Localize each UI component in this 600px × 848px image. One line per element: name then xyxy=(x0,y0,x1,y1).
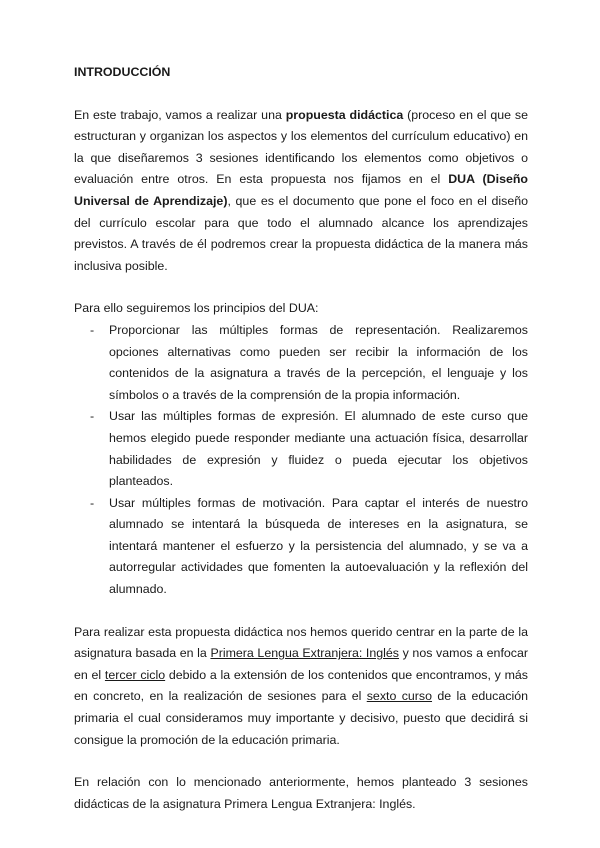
intro-text-3: , que es el documento que pone el foco en el diseño del currículo escolar para que todo el alumnado alcance los aprendizajes previstos. A través de él podremos crear la propuesta didáctica de la manera más inclusiva posible. xyxy=(74,193,528,273)
bullet-dash: - xyxy=(90,322,95,337)
focus-text-4: de la educación primaria el cual consideramos muy importante y decisivo, puesto que decidirá si consigue la promoción de la educación primaria. xyxy=(74,689,528,747)
bold-propuesta-didactica: propuesta didáctica xyxy=(285,107,404,122)
focus-paragraph xyxy=(74,622,528,752)
closing-paragraph: En relación con lo mencionado anteriormente, hemos planteado 3 sesiones didácticas de la asignatura Primera Lengua Extranjera: Inglés. xyxy=(74,775,528,811)
intro-text-2: (proceso en el que se estructuran y organizan los aspectos y los elementos del currículum educativo) en la que diseñaremos 3 sesiones identificando los elementos como objetivos o evaluación entre otros. En esta propuesta nos fijamos en el xyxy=(74,107,529,187)
list-item xyxy=(74,406,528,492)
intro-paragraph xyxy=(74,105,528,278)
focus-text-2: y nos vamos a enfocar en el xyxy=(74,646,528,682)
list-item-text: Usar múltiples formas de motivación. Para captar el interés de nuestro alumnado se intentará la búsqueda de intereses en la asignatura, se intentará mantener el esfuerzo y la persistencia del alumnado, y se va a autorregular actividades que fomenten la autoevaluación y la reflexión del alumnado. xyxy=(109,495,528,597)
bullet-dash: - xyxy=(90,409,95,424)
list-item-text: Usar las múltiples formas de expresión. El alumnado de este curso que hemos elegido puede responder mediante una actuación física, desarrollar habilidades de expresión y fluidez o pueda ejecutar los objetivos planteados. xyxy=(109,409,528,489)
underline-primera-lengua: Primera Lengua Extranjera: Inglés xyxy=(210,646,399,661)
principles-list xyxy=(74,320,528,601)
underline-sexto-curso: sexto curso xyxy=(366,689,433,704)
bold-dua: DUA (Diseño Universal de Aprendizaje) xyxy=(74,172,528,208)
focus-text-3: debido a la extensión de los contenidos que encontramos, y más en concreto, en la realización de sesiones para el xyxy=(74,667,529,704)
document-page xyxy=(74,62,528,836)
underline-tercer-ciclo: tercer ciclo xyxy=(104,667,166,682)
focus-text-1: Para realizar esta propuesta didáctica nos hemos querido centrar en la parte de la asignatura basada en la xyxy=(74,624,528,661)
principles-lead: Para ello seguiremos los principios del DUA: xyxy=(74,301,319,316)
section-heading: INTRODUCCIÓN xyxy=(74,65,171,79)
bullet-dash: - xyxy=(90,495,95,510)
list-item xyxy=(74,320,528,406)
list-item-text: Proporcionar las múltiples formas de representación. Realizaremos opciones alternativas como pueden ser recibir la información de los contenidos de la asignatura a través de la percepción, el lenguaje y los símbolos o a través de la comprensión de la propia información. xyxy=(109,322,528,402)
intro-text-1: En este trabajo, vamos a realizar una xyxy=(74,107,286,122)
list-item xyxy=(74,493,528,601)
